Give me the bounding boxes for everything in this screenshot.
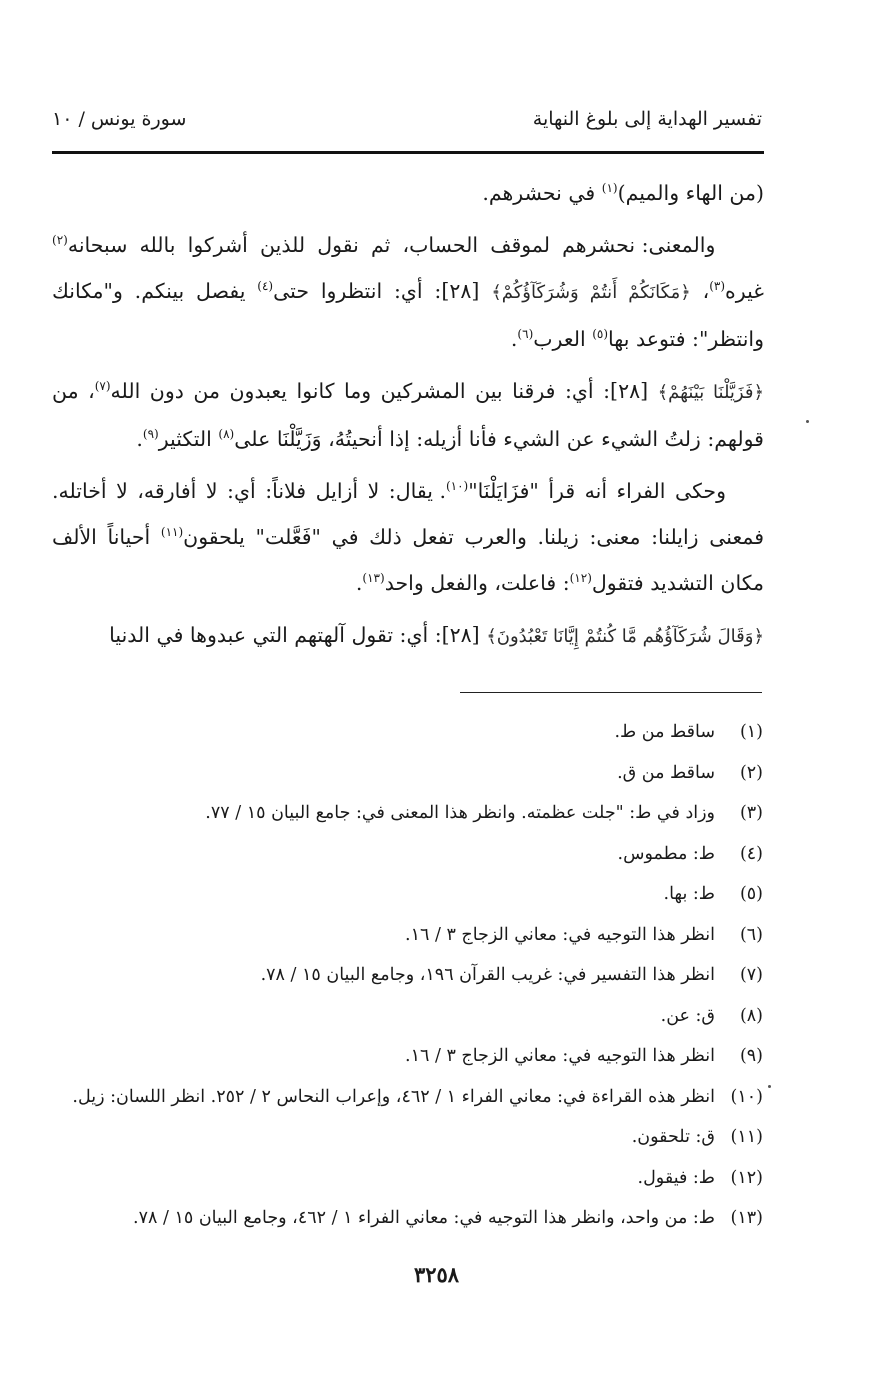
text-segment: ، من قولهم: زلتُ الشيء عن الشيء فأنا أزيله: إذا أنحيتُهُ، وَزَيَّلْنَا على	[52, 379, 764, 451]
footnote-number: (١)	[739, 722, 763, 742]
footnote-item	[63, 1036, 763, 1077]
running-header	[52, 108, 762, 142]
quran-verse: ﴿فَزَيَّلْنَا بَيْنَهُمْ﴾	[657, 382, 764, 403]
scan-speck	[768, 1085, 771, 1088]
footnote-number: (٤)	[739, 843, 763, 864]
footnote-number: (٧)	[739, 965, 763, 985]
footnote-number: (٨)	[739, 1005, 763, 1026]
paragraph-1	[52, 170, 764, 216]
footnote-text: انظر هذه القراءة في: معاني الفراء ١ / ٤٦٢، وإعراب النحاس ٢ / ٢٥٢. انظر اللسان: زيل.	[72, 1086, 715, 1107]
footnote-text: ق: عن.	[660, 1005, 715, 1026]
text-segment: [٢٨]: أي: انتظروا حتى	[273, 279, 492, 303]
text-segment: .	[510, 327, 518, 351]
text-segment: التكثير	[158, 427, 219, 451]
footnote-marker[interactable]: (٧)	[94, 379, 111, 394]
footnote-text: ساقط من ط.	[614, 722, 715, 742]
footnote-item	[63, 874, 763, 915]
footnote-text: ساقط من ق.	[617, 762, 715, 783]
footnote-text: انظر هذا التوجيه في: معاني الزجاج ٣ / ١٦.	[405, 1046, 715, 1066]
surah-reference: سورة يونس / ١٠	[52, 108, 187, 130]
paragraph-4	[52, 468, 764, 606]
footnote-number: (١٠)	[730, 1086, 763, 1107]
footnote-text: ق: تلحقون.	[631, 1127, 715, 1147]
footnotes-list	[63, 712, 763, 1239]
main-text	[52, 170, 764, 666]
footnote-marker[interactable]: (٥)	[592, 327, 609, 342]
text-segment: غيره	[725, 279, 764, 303]
footnote-number: (٥)	[739, 884, 763, 904]
footnote-item	[63, 1158, 763, 1199]
footnote-item	[63, 712, 763, 753]
scan-speck	[806, 420, 809, 423]
paragraph-5	[52, 612, 764, 660]
text-segment: والمعنى: نحشرهم لموقف الحساب، ثم نقول للذين أشركوا بالله سبحانه	[67, 233, 716, 257]
text-segment: العرب	[533, 327, 593, 351]
text-segment: .	[355, 571, 363, 595]
footnote-text: ط: فيقول.	[637, 1167, 715, 1188]
footnote-number: (٢)	[739, 762, 763, 783]
footnote-marker[interactable]: (١٢)	[569, 571, 592, 586]
footnote-number: (٣)	[739, 803, 763, 823]
footnote-text: ط: مطموس.	[617, 843, 715, 864]
text-segment: أحياناً الألف مكان التشديد فتقول	[52, 525, 764, 595]
footnote-marker[interactable]: (١٣)	[362, 571, 385, 586]
footnote-marker[interactable]: (٦)	[517, 327, 534, 342]
text-segment: وحكى الفراء أنه قرأ "فزَايَلْنَا"	[468, 479, 726, 503]
text-segment: [٢٨]: أي: فرقنا بين المشركين وما كانوا يعبدون من دون الله	[110, 379, 658, 403]
footnote-text: انظر هذا التوجيه في: معاني الزجاج ٣ / ١٦.	[405, 924, 715, 945]
page-number: ٣٢٥٨	[413, 1262, 460, 1287]
paragraph-2	[52, 222, 764, 362]
footnote-divider	[460, 692, 762, 693]
book-title: تفسير الهداية إلى بلوغ النهاية	[532, 108, 762, 130]
header-divider	[52, 151, 764, 154]
text-segment: . يقال: لا أزايل فلاناً: أي: لا أفارقه، لا أخاتله. فمعنى زايلنا: معنى: زيلنا. والعرب تفعل ذلك في "فَعَّلت" يلحقون	[52, 479, 765, 549]
footnote-number: (١٢)	[730, 1167, 763, 1188]
footnote-text: ط: من واحد، وانظر هذا التوجيه في: معاني الفراء ١ / ٤٦٢، وجامع البيان ١٥ / ٧٨.	[133, 1208, 715, 1228]
footnote-marker[interactable]: (١٠)	[445, 479, 469, 494]
footnote-item	[63, 996, 763, 1037]
text-segment: : فاعلت، والفعل واحد	[384, 571, 570, 595]
footnote-marker[interactable]: (١)	[601, 181, 618, 196]
footnote-text: ط: بها.	[663, 884, 715, 904]
footnote-marker[interactable]: (٨)	[218, 427, 235, 442]
footnote-marker[interactable]: (١١)	[160, 525, 184, 540]
text-segment: (من الهاء والميم)	[617, 181, 764, 205]
footnote-number: (١١)	[730, 1127, 763, 1147]
footnote-item	[63, 1117, 763, 1158]
footnote-item	[63, 1077, 763, 1118]
footnote-item	[63, 1198, 763, 1239]
text-segment: .	[136, 427, 143, 451]
footnote-number: (١٣)	[730, 1208, 763, 1228]
footnote-item	[63, 915, 763, 956]
footnote-item	[63, 955, 763, 996]
footnote-item	[63, 793, 763, 834]
footnote-number: (٦)	[739, 924, 763, 945]
paragraph-3	[52, 368, 764, 462]
text-segment: [٢٨]: أي: تقول آلهتهم التي عبدوها في الدنيا	[109, 623, 487, 647]
footnote-marker[interactable]: (٣)	[709, 279, 726, 294]
footnote-text: انظر هذا التفسير في: غريب القرآن ١٩٦، وجامع البيان ١٥ / ٧٨.	[260, 965, 715, 985]
footnote-number: (٩)	[739, 1046, 763, 1066]
text-segment: يفصل بينكم. و"مكانك وانتظر": فتوعد بها	[52, 279, 764, 351]
footnote-marker[interactable]: (٢)	[52, 233, 68, 248]
footnote-item	[63, 834, 763, 875]
text-segment: ،	[690, 279, 710, 303]
text-segment: في نحشرهم.	[482, 181, 602, 205]
quran-verse: ﴿مَكَانَكُمْ أَنتُمْ وَشُرَكَآؤُكُمْ﴾	[491, 282, 691, 303]
footnote-item	[63, 753, 763, 794]
footnote-marker[interactable]: (٤)	[257, 279, 274, 294]
footnote-marker[interactable]: (٩)	[142, 427, 159, 442]
footnote-text: وزاد في ط: "جلت عظمته. وانظر هذا المعنى في: جامع البيان ١٥ / ٧٧.	[205, 803, 715, 823]
quran-verse: ﴿وَقَالَ شُرَكَآؤُهُم مَّا كُنتُمْ إِيَّانَا تَعْبُدُونَ﴾	[486, 626, 764, 647]
